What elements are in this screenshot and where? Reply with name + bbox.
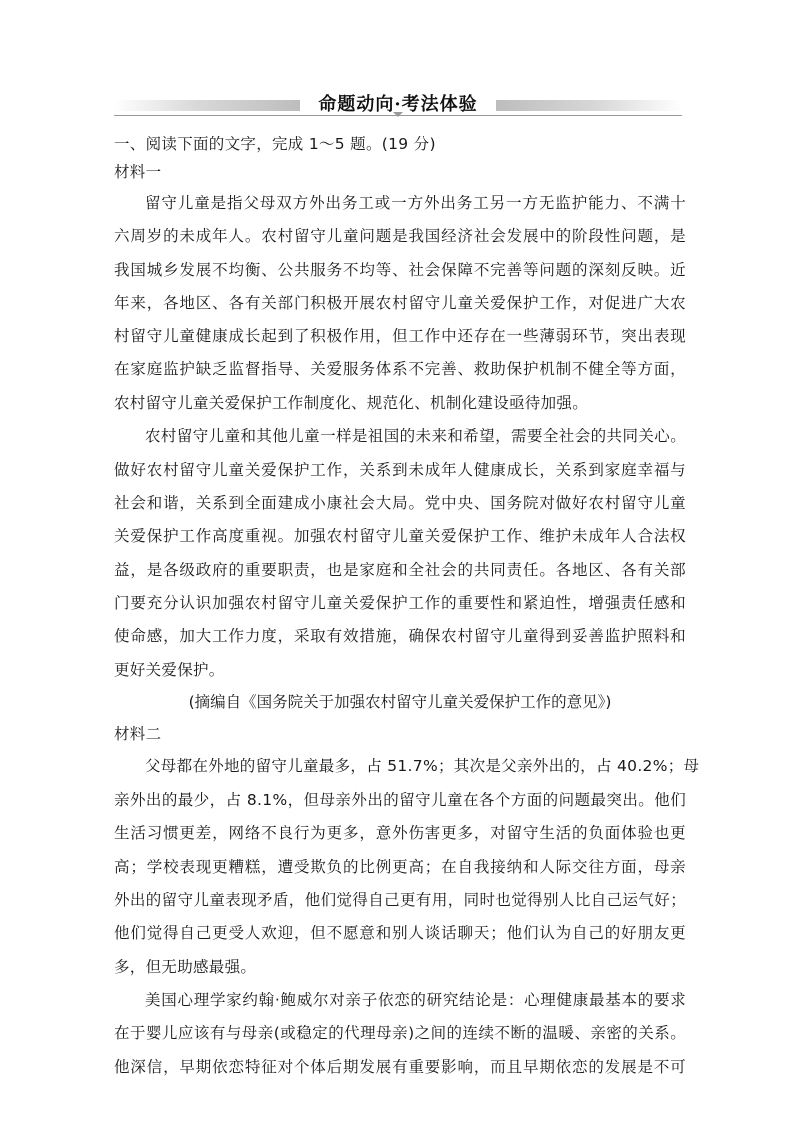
material-1-para-1-line: 留守儿童是指父母双方外出务工或一方外出务工另一方无监护能力、不满十: [145, 194, 686, 212]
material-1-label: 材料一: [114, 163, 162, 181]
material-2-para-1-line: 多，但无助感最强。: [114, 958, 257, 976]
material-1-para-2-line: 关爱保护工作高度重视。加强农村留守儿童关爱保护工作、维护未成年人合法权: [114, 527, 686, 545]
material-1-para-2-line: 农村留守儿童和其他儿童一样是祖国的未来和希望，需要全社会的共同关心。: [145, 427, 686, 445]
banner-left-bar: [114, 100, 300, 111]
material-1-para-2-line: 使命感，加大工作力度，采取有效措施，确保农村留守儿童得到妥善监护照料和: [114, 627, 686, 645]
material-2-para-1-line: 亲外出的最少，占 8.1%，但母亲外出的留守儿童在各个方面的问题最突出。他们: [114, 791, 686, 809]
material-1-para-1-line: 在家庭监护缺乏监督指导、关爱服务体系不完善、救助保护机制不健全等方面，: [114, 360, 686, 378]
material-2-para-1-line: 父母都在外地的留守儿童最多，占 51.7%；其次是父亲外出的，占 40.2%；母: [145, 757, 700, 775]
material-1-source: (摘编自《国务院关于加强农村留守儿童关爱保护工作的意见》): [188, 693, 612, 711]
material-1-para-1-line: 农村留守儿童关爱保护工作制度化、规范化、机制化建设亟待加强。: [114, 394, 589, 412]
material-2-para-2-line: 美国心理学家约翰·鲍威尔对亲子依恋的研究结论是：心理健康最基本的要求: [145, 991, 686, 1009]
material-1-para-1-line: 村留守儿童健康成长起到了积极作用，但工作中还存在一些薄弱环节，突出表现: [114, 327, 686, 345]
material-1-para-2-line: 社会和谐，关系到全面建成小康社会大局。党中央、国务院对做好农村留守儿童: [114, 494, 686, 512]
material-1-para-1-line: 年来，各地区、各有关部门积极开展农村留守儿童关爱保护工作，对促进广大农: [114, 294, 686, 312]
material-2-para-1-line: 生活习惯更差，网络不良行为更多，意外伤害更多，对留守生活的负面体验也更: [114, 824, 686, 842]
section-banner: [114, 94, 682, 118]
material-2-para-1-line: 他们觉得自己更受人欢迎，但不愿意和别人谈话聊天；他们认为自己的好朋友更: [114, 924, 686, 942]
section-title: 命题动向·考法体验: [318, 94, 478, 115]
material-1-para-2-line: 做好农村留守儿童关爱保护工作，关系到未成年人健康成长，关系到家庭幸福与: [114, 461, 686, 479]
material-2-para-2-line: 在于婴儿应该有与母亲(或稳定的代理母亲)之间的连续不断的温暖、亲密的关系。: [114, 1024, 686, 1042]
material-1-para-1-line: 我国城乡发展不均衡、公共服务不均等、社会保障不完善等问题的深刻反映。近: [114, 261, 686, 279]
material-2-para-2-line: 他深信，早期依恋特征对个体后期发展有重要影响，而且早期依恋的发展是不可: [114, 1058, 686, 1076]
material-2-para-1-line: 外出的留守儿童表现矛盾，他们觉得自己更有用，同时也觉得别人比自己运气好；: [114, 891, 686, 909]
material-2-para-1-line: 高；学校表现更糟糕，遭受欺负的比例更高；在自我接纳和人际交往方面，母亲: [114, 858, 686, 876]
material-1-para-1-line: 六周岁的未成年人。农村留守儿童问题是我国经济社会发展中的阶段性问题，是: [114, 227, 686, 245]
banner-right-bar: [496, 100, 682, 111]
material-2-label: 材料二: [114, 725, 162, 743]
material-1-para-2-line: 益，是各级政府的重要职责，也是家庭和全社会的共同责任。各地区、各有关部: [114, 561, 686, 579]
material-1-para-2-line: 更好关爱保护。: [114, 661, 225, 679]
question-heading: 一、阅读下面的文字，完成 1～5 题。(19 分): [114, 135, 436, 153]
material-1-para-2-line: 门要充分认识加强农村留守儿童关爱保护工作的重要性和紧迫性，增强责任感和: [114, 594, 686, 612]
